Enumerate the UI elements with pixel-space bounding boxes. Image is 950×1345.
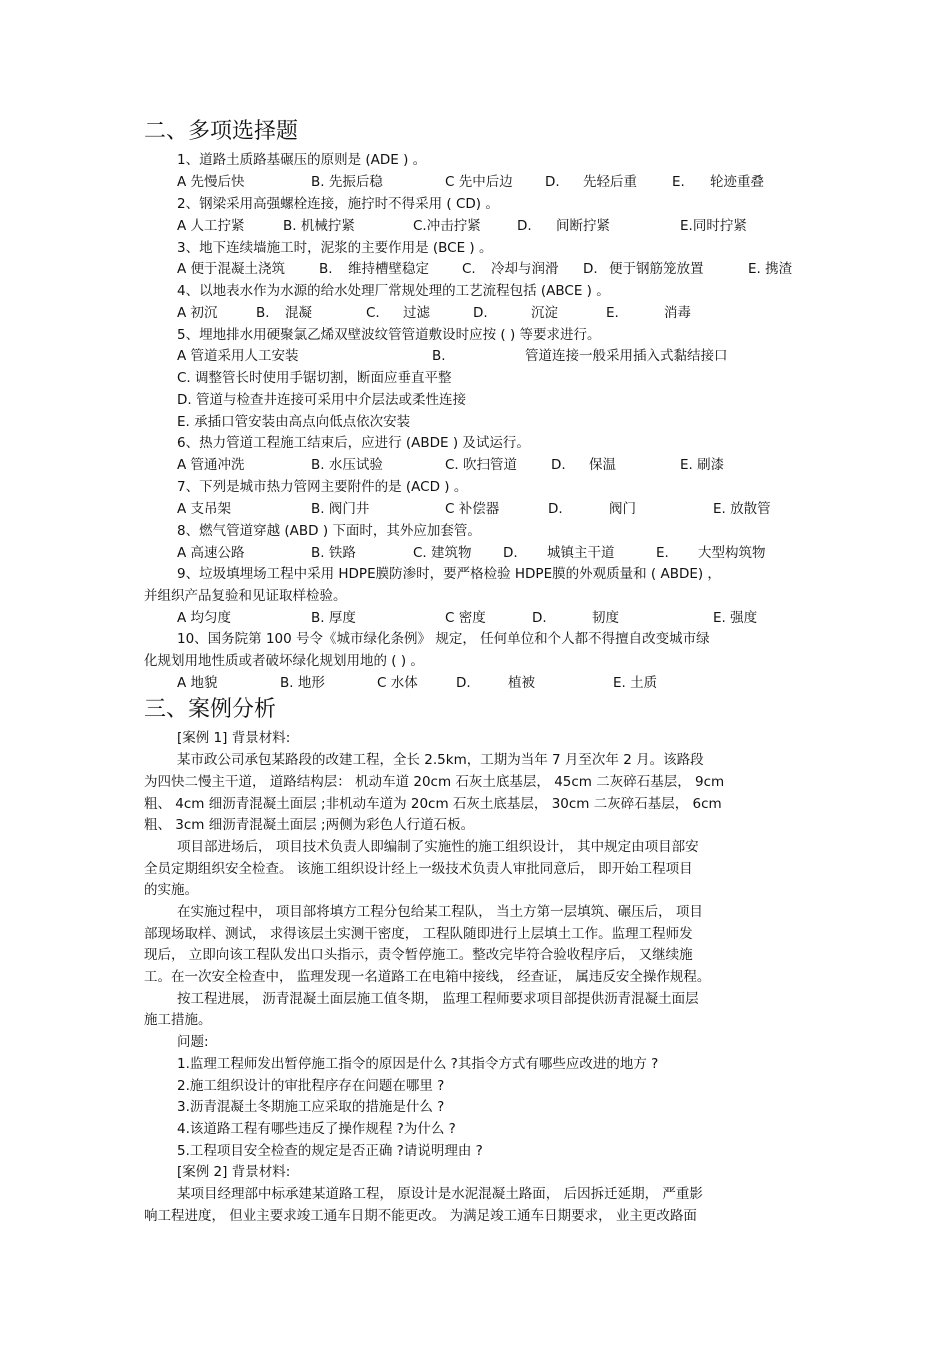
option: A 便于混凝土浇筑 xyxy=(177,261,286,277)
option: A 先慢后快 xyxy=(177,174,245,190)
questions-heading: 问题: xyxy=(177,1034,209,1050)
case-paragraph-line: 项目部进场后， 项目技术负责人即编制了实施性的施工组织设计， 其中规定由项目部安 xyxy=(177,839,699,855)
option: D. xyxy=(456,675,471,691)
case-paragraph-line: 全员定期组织安全检查。 该施工组织设计经上一级技术负责人审批同意后， 即开始工程项目 xyxy=(144,861,693,877)
case-paragraph-line: 在实施过程中， 项目部将填方工程分包给某工程队， 当土方第一层填筑、碾压后， 项目 xyxy=(177,904,703,920)
option: E. xyxy=(606,305,619,321)
option: B. 地形 xyxy=(280,675,325,691)
question-stem: 2、钢梁采用高强螺栓连接，施拧时不得采用 ( CD) 。 xyxy=(177,196,499,212)
option: A 均匀度 xyxy=(177,610,232,626)
question-stem: 10、国务院第 100 号令《城市绿化条例》 规定， 任何单位和个人都不得擅自改变城市绿 xyxy=(177,631,710,647)
option: E. 刷漆 xyxy=(680,457,725,473)
option-line: C. 调整管长时使用手锯切割，断面应垂直平整 xyxy=(177,370,452,386)
case-paragraph-line: 某市政公司承包某路段的改建工程，全长 2.5km，工期为当年 7 月至次年 2 月。该路段 xyxy=(177,752,704,768)
case-paragraph-line: 部现场取样、测试， 求得该层土实测干密度， 工程队随即进行上层填土工作。监理工程师发 xyxy=(144,926,693,942)
option: A 初沉 xyxy=(177,305,218,321)
question-stem: 8、燃气管道穿越 (ABD ) 下面时，其外应加套管。 xyxy=(177,523,481,539)
section3-title: 三、案例分析 xyxy=(144,697,277,722)
option: C. xyxy=(366,305,380,321)
option: 管道连接一般采用插入式黏结接口 xyxy=(525,348,728,364)
option: A 地貌 xyxy=(177,675,218,691)
case-paragraph-line: 响工程进度， 但业主要求竣工通车日期不能更改。 为满足竣工通车日期要求， 业主更改路面 xyxy=(144,1208,697,1224)
case-paragraph-line: 现后， 立即向该工程队发出口头指示，责令暂停施工。整改完毕符合验收程序后， 又继续施 xyxy=(144,947,693,963)
option: B. 铁路 xyxy=(311,545,356,561)
option: B. 水压试验 xyxy=(311,457,383,473)
case-paragraph-line: 为四快二慢主干道， 道路结构层： 机动车道 20cm 石灰土底基层， 45cm 二灰碎石基层， 9cm xyxy=(144,774,725,790)
option: 冷却与润滑 xyxy=(491,261,559,277)
option: C 水体 xyxy=(377,675,418,691)
option: B. 机械拧紧 xyxy=(283,218,355,234)
option: B. xyxy=(319,261,333,277)
option: B. xyxy=(432,348,446,364)
case-paragraph-line: 按工程进展， 沥青混凝土面层施工值冬期， 监理工程师要求项目部提供沥青混凝土面层 xyxy=(177,991,699,1007)
option: C.冲击拧紧 xyxy=(413,218,481,234)
option: A 支吊架 xyxy=(177,501,232,517)
option: D. xyxy=(545,174,560,190)
case-paragraph-line: 的实施。 xyxy=(144,882,198,898)
option: 韧度 xyxy=(592,610,619,626)
option: B. 阀门井 xyxy=(311,501,370,517)
option: C. xyxy=(462,261,476,277)
case-heading: [案例 1] 背景材料: xyxy=(177,730,291,746)
option: B. 厚度 xyxy=(311,610,356,626)
option: 维持槽壁稳定 xyxy=(348,261,429,277)
question-stem: 9、垃圾填埋场工程中采用 HDPE膜防渗时，要严格检验 HDPE膜的外观质量和 ( ABDE) ， xyxy=(177,566,721,582)
option: C 先中后边 xyxy=(445,174,513,190)
question-stem-cont: 并组织产品复验和见证取样检验。 xyxy=(144,588,347,604)
case-paragraph-line: 粗、 3cm 细沥青混凝土面层 ;两侧为彩色人行道石板。 xyxy=(144,817,475,833)
option: D. xyxy=(517,218,532,234)
question-stem: 5、埋地排水用硬聚氯乙烯双壁波纹管管道敷设时应按 ( ) 等要求进行。 xyxy=(177,327,601,343)
option-line: D. 管道与检查井连接可采用中介层法或柔性连接 xyxy=(177,392,466,408)
option: C. 吹扫管道 xyxy=(445,457,518,473)
case-paragraph-line: 工。在一次安全检查中， 监理发现一名道路工在电箱中接线， 经查证， 属违反安全操作规程。 xyxy=(144,969,711,985)
option: 阀门 xyxy=(609,501,636,517)
option-line: E. 承插口管安装由高点向低点依次安装 xyxy=(177,414,411,430)
question-stem: 4、以地表水作为水源的给水处理厂常规处理的工艺流程包括 (ABCE ) 。 xyxy=(177,283,610,299)
option: B. xyxy=(256,305,270,321)
option: A 人工拧紧 xyxy=(177,218,245,234)
option: 过滤 xyxy=(403,305,430,321)
option: B. 先振后稳 xyxy=(311,174,383,190)
case-paragraph-line: 施工措施。 xyxy=(144,1012,212,1028)
option: E. xyxy=(656,545,669,561)
question-stem: 7、下列是城市热力管网主要附件的是 (ACD ) 。 xyxy=(177,479,468,495)
option: 保温 xyxy=(589,457,616,473)
section2-title: 二、多项选择题 xyxy=(144,119,299,144)
case-question: 5.工程项目安全检查的规定是否正确 ?请说明理由 ? xyxy=(177,1143,483,1159)
option: D. xyxy=(551,457,566,473)
option: 沉淀 xyxy=(531,305,558,321)
option: D. xyxy=(583,261,598,277)
option: 植被 xyxy=(508,675,535,691)
question-stem: 6、热力管道工程施工结束后，应进行 (ABDE ) 及试运行。 xyxy=(177,435,530,451)
option: 先轻后重 xyxy=(583,174,637,190)
option: A 管通冲洗 xyxy=(177,457,245,473)
option: D. xyxy=(503,545,518,561)
case-paragraph-line: 某项目经理部中标承建某道路工程， 原设计是水泥混凝土路面， 后因拆迁延期， 严重影 xyxy=(177,1186,703,1202)
option: D. xyxy=(532,610,547,626)
option: A 管道采用人工安装 xyxy=(177,348,299,364)
case-heading: [案例 2] 背景材料: xyxy=(177,1164,291,1180)
question-stem: 3、地下连续墙施工时，泥浆的主要作用是 (BCE ) 。 xyxy=(177,240,493,256)
case-question: 1.监理工程师发出暂停施工指令的原因是什么 ?其指令方式有哪些应改进的地方 ? xyxy=(177,1056,659,1072)
case-question: 2.施工组织设计的审批程序存在问题在哪里 ? xyxy=(177,1078,445,1094)
option: 间断拧紧 xyxy=(556,218,610,234)
question-stem-cont: 化规划用地性质或者破坏绿化规划用地的 ( ) 。 xyxy=(144,653,424,669)
option: 轮迹重叠 xyxy=(710,174,764,190)
option: C 补偿器 xyxy=(445,501,500,517)
option: C 密度 xyxy=(445,610,486,626)
case-question: 3.沥青混凝土冬期施工应采取的措施是什么 ? xyxy=(177,1099,445,1115)
option: 消毒 xyxy=(664,305,691,321)
question-stem: 1、道路土质路基碾压的原则是 (ADE ) 。 xyxy=(177,152,427,168)
option: D. xyxy=(473,305,488,321)
option: E. 携渣 xyxy=(748,261,793,277)
option: C. 建筑物 xyxy=(413,545,472,561)
option: E. 强度 xyxy=(713,610,758,626)
option: 城镇主干道 xyxy=(547,545,615,561)
option: E.同时拧紧 xyxy=(680,218,747,234)
option: A 高速公路 xyxy=(177,545,245,561)
option: 大型构筑物 xyxy=(698,545,766,561)
option: E. 土质 xyxy=(613,675,658,691)
option: E. xyxy=(672,174,685,190)
option: 便于钢筋笼放置 xyxy=(609,261,704,277)
case-paragraph-line: 粗、 4cm 细沥青混凝土面层 ;非机动车道为 20cm 石灰土底基层， 30cm 二灰碎石基层， 6cm xyxy=(144,796,722,812)
option: 混凝 xyxy=(285,305,312,321)
option: E. 放散管 xyxy=(713,501,771,517)
case-question: 4.该道路工程有哪些违反了操作规程 ?为什么 ? xyxy=(177,1121,456,1137)
option: D. xyxy=(548,501,563,517)
